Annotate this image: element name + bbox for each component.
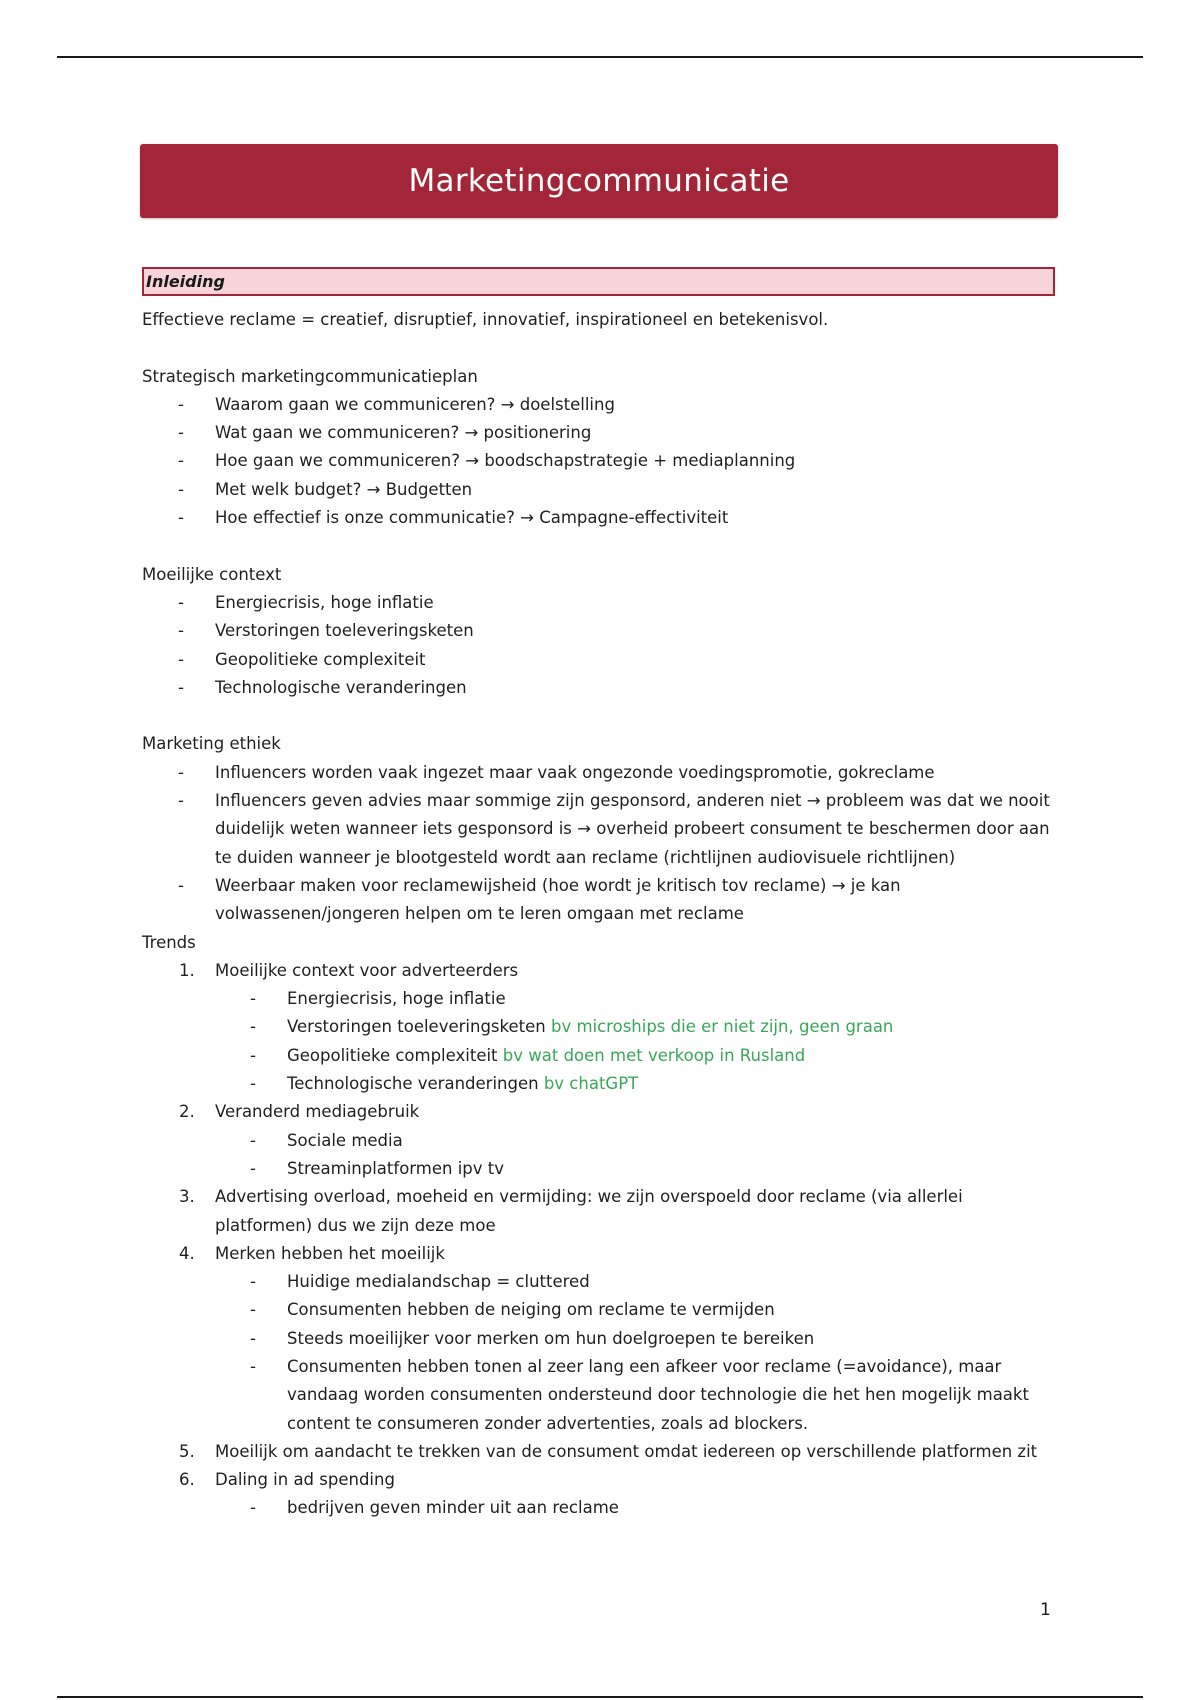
list-item: - Energiecrisis, hoge inflatie	[142, 985, 1062, 1013]
bullet-marker: -	[250, 1328, 256, 1348]
bullet-marker: -	[178, 592, 184, 612]
bullet-marker: -	[250, 1130, 256, 1150]
trend-item: 3. Advertising overload, moeheid en vermijding: we zijn overspoeld door reclame (via allerlei platformen) dus we zijn deze moe	[142, 1183, 1062, 1240]
list-number: 2.	[179, 1102, 195, 1122]
page-title: Marketingcommunicatie	[408, 163, 790, 199]
green-note: bv microships die er niet zijn, geen graan	[550, 1017, 894, 1037]
trends-heading: Trends	[142, 932, 196, 952]
header-rule	[57, 56, 1143, 58]
bullet-marker: -	[250, 1045, 256, 1065]
footer-rule	[57, 1696, 1143, 1698]
list-item: - Hoe effectief is onze communicatie? → Campagne-effectiviteit	[142, 504, 1062, 532]
bullet-marker: -	[250, 1498, 256, 1518]
strategic-plan-heading: Strategisch marketingcommunicatieplan	[142, 366, 478, 386]
section-heading-bar	[142, 267, 1055, 296]
trend-item: 2. Veranderd mediagebruik	[142, 1098, 1062, 1126]
bullet-marker: -	[250, 1074, 256, 1094]
bullet-marker: -	[250, 1356, 256, 1376]
trend-item: 6. Daling in ad spending	[142, 1466, 1062, 1494]
list-item: - Influencers geven advies maar sommige zijn gesponsord, anderen niet → probleem was dat we nooit duidelijk weten wanneer iets gesponsord is → overheid probeert consument te beschermen door aan te duiden wanneer je blootgesteld wordt aan reclame (richtlijnen audiovisuele richtlijnen)	[142, 787, 1062, 872]
bullet-marker: -	[178, 677, 184, 697]
list-number: 4.	[179, 1243, 195, 1263]
bullet-marker: -	[250, 989, 256, 1009]
bullet-marker: -	[178, 508, 184, 528]
bullet-marker: -	[178, 451, 184, 471]
list-item: - Hoe gaan we communiceren? → boodschapstrategie + mediaplanning	[142, 447, 1062, 475]
marketing-ethics-list	[142, 759, 1062, 929]
list-item: - Waarom gaan we communiceren? → doelstelling	[142, 391, 1062, 419]
bullet-marker: -	[178, 394, 184, 414]
green-note: bv chatGPT	[543, 1074, 639, 1094]
list-number: 1.	[179, 960, 195, 980]
bullet-marker: -	[250, 1158, 256, 1178]
bullet-marker: -	[178, 875, 184, 895]
list-item: - Verstoringen toeleveringsketen bv microships die er niet zijn, geen graan	[142, 1013, 1062, 1041]
list-item: - Weerbaar maken voor reclamewijsheid (hoe wordt je kritisch tov reclame) → je kan volwassenen/jongeren helpen om te leren omgaan met reclame	[142, 872, 1062, 929]
bullet-marker: -	[250, 1272, 256, 1292]
list-item: - Consumenten hebben de neiging om reclame te vermijden	[142, 1296, 1062, 1324]
list-item: - Wat gaan we communiceren? → positionering	[142, 419, 1062, 447]
bullet-marker: -	[178, 762, 184, 782]
list-item: - Influencers worden vaak ingezet maar vaak ongezonde voedingspromotie, gokreclame	[142, 759, 1062, 787]
difficult-context-heading: Moeilijke context	[142, 564, 282, 584]
bullet-marker: -	[178, 649, 184, 669]
bullet-marker: -	[178, 791, 184, 811]
bullet-marker: -	[178, 423, 184, 443]
list-item: - Technologische veranderingen bv chatGPT	[142, 1070, 1062, 1098]
list-item: - Geopolitieke complexiteit	[142, 646, 1062, 674]
difficult-context-list	[142, 589, 1062, 702]
list-item: - Met welk budget? → Budgetten	[142, 476, 1062, 504]
bullet-marker: -	[250, 1300, 256, 1320]
list-item: - Energiecrisis, hoge inflatie	[142, 589, 1062, 617]
bullet-marker: -	[178, 621, 184, 641]
strategic-plan-list	[142, 391, 1062, 532]
page-number: 1	[1040, 1600, 1051, 1620]
bullet-marker: -	[250, 1017, 256, 1037]
list-item: - Consumenten hebben tonen al zeer lang een afkeer voor reclame (=avoidance), maar vandaag worden consumenten ondersteund door technologie die het hen mogelijk maakt content te consumeren zonder advertenties, zoals ad blockers.	[142, 1353, 1062, 1438]
trend-item: 1. Moeilijke context voor adverteerders	[142, 957, 1062, 985]
list-item: - Steeds moeilijker voor merken om hun doelgroepen te bereiken	[142, 1325, 1062, 1353]
list-item: - Geopolitieke complexiteit bv wat doen met verkoop in Rusland	[142, 1042, 1062, 1070]
list-item: - Sociale media	[142, 1127, 1062, 1155]
list-item: - Verstoringen toeleveringsketen	[142, 617, 1062, 645]
title-banner	[140, 144, 1058, 218]
trend-item: 4. Merken hebben het moeilijk	[142, 1240, 1062, 1268]
green-note: bv wat doen met verkoop in Rusland	[502, 1045, 806, 1065]
bullet-marker: -	[178, 479, 184, 499]
list-item: - bedrijven geven minder uit aan reclame	[142, 1494, 1062, 1522]
marketing-ethics-heading: Marketing ethiek	[142, 734, 281, 754]
list-item: - Technologische veranderingen	[142, 674, 1062, 702]
list-number: 5.	[179, 1441, 195, 1461]
list-item: - Huidige medialandschap = cluttered	[142, 1268, 1062, 1296]
section-heading: Inleiding	[146, 272, 225, 291]
trends-list	[142, 957, 1062, 1523]
list-item: - Streaminplatformen ipv tv	[142, 1155, 1062, 1183]
intro-text: Effectieve reclame = creatief, disruptief, innovatief, inspirationeel en betekenisvol.	[142, 310, 829, 329]
document-body	[142, 306, 1062, 1523]
list-number: 3.	[179, 1187, 195, 1207]
trend-item: 5. Moeilijk om aandacht te trekken van de consument omdat iedereen op verschillende platformen zit	[142, 1438, 1062, 1466]
list-number: 6.	[179, 1470, 195, 1490]
